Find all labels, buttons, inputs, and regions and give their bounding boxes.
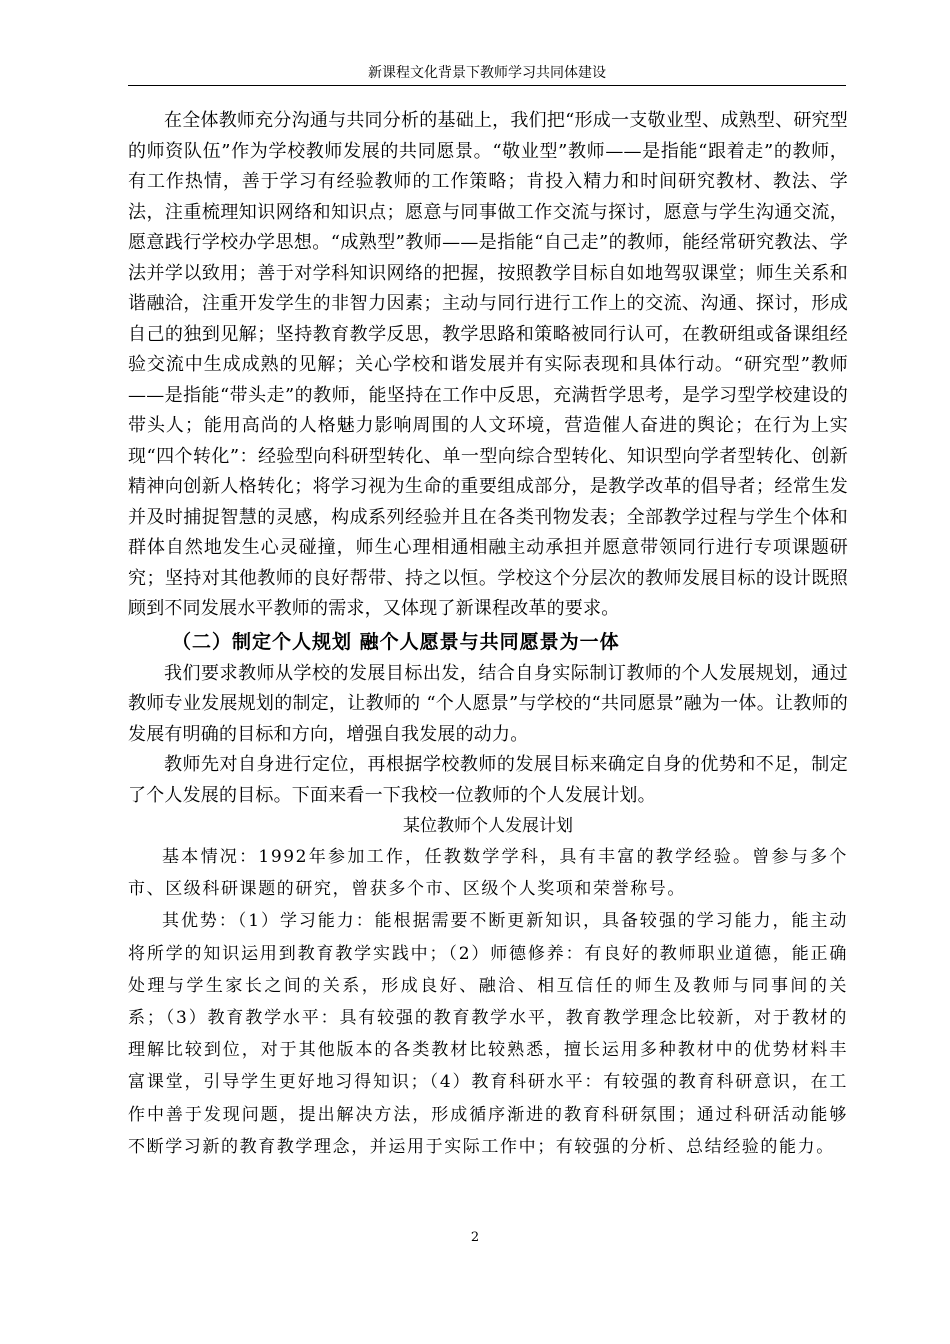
section-subheading: （二）制定个人规划 融个人愿景与共同愿景为一体 (172, 630, 620, 653)
header-rule (128, 85, 846, 86)
paragraph-personal-plan-requirement: 我们要求教师从学校的发展目标出发，结合自身实际制订教师的个人发展规划，通过教师专业发展规划的制定，让教师的 “个人愿景”与学校的“共同愿景”融为一体。让教师的发展有明确的目标和方向，增强自我发展的动力。 (128, 662, 848, 745)
paragraph-shared-vision: 在全体教师充分沟通与共同分析的基础上，我们把“形成一支敬业型、成熟型、研究型的师资队伍”作为学校教师发展的共同愿景。“敬业型”教师——是指能“跟着走”的教师，有工作热情，善于学习有经验教师的工作策略；肯投入精力和时间研究教材、教法、学法，注重梳理知识网络和知识点；愿意与同事做工作交流与探讨，愿意与学生沟通交流，愿意践行学校办学思想。“成熟型”教师——是指能“自己走”的教师，能经常研究教法、学法并学以致用；善于对学科知识网络的把握，按照教学目标自如地驾驭课堂；师生关系和谐融洽，注重开发学生的非智力因素；主动与同行进行工作上的交流、沟通、探讨，形成自己的独到见解；坚持教育教学反思，教学思路和策略被同行认可，在教研组或备课组经验交流中生成成熟的见解；关心学校和谐发展并有实际表现和具体行动。“研究型”教师——是指能“带头走”的教师，能坚持在工作中反思，充满哲学思考，是学习型学校建设的带头人；能用高尚的人格魅力影响周围的人文环境，营造催人奋进的舆论；在行为上实现“四个转化”：经验型向科研型转化、单一型向综合型转化、知识型向学者型转化、创新精神向创新人格转化；将学习视为生命的重要组成部分，是教学改革的倡导者；经常生发并及时捕捉智慧的灵感，构成系列经验并且在各类刊物发表；全部教学过程与学生个体和群体自然地发生心灵碰撞，师生心理相通相融主动承担并愿意带领同行进行专项课题研究；坚持对其他教师的良好帮带、持之以恒。学校这个分层次的教师发展目标的设计既照顾到不同发展水平教师的需求，又体现了新课程改革的要求。 (128, 110, 848, 619)
page-number: 2 (470, 1230, 480, 1245)
running-header: 新课程文化背景下教师学习共同体建设 (368, 65, 606, 81)
plan-title: 某位教师个人发展计划 (403, 816, 573, 836)
paragraph-self-positioning: 教师先对自身进行定位，再根据学校教师的发展目标来确定自身的优势和不足，制定了个人发展的目标。下面来看一下我校一位教师的个人发展计划。 (128, 754, 848, 806)
plan-strengths: 其优势：（1）学习能力：能根据需要不断更新知识，具备较强的学习能力，能主动将所学的知识运用到教育教学实践中；（2）师德修养：有良好的教师职业道德，能正确处理与学生家长之间的关系，形成良好、融洽、相互信任的师生及教师与同事间的关系；（3）教育教学水平：具有较强的教育教学水平，教育教学理念比较新，对于教材的理解比较到位，对于其他版本的各类教材比较熟悉，擅长运用多种教材中的优势材料丰富课堂，引导学生更好地习得知识；（4）教育科研水平：有较强的教育科研意识，在工作中善于发现问题，提出解决方法，形成循序渐进的教育科研氛围；通过科研活动能够不断学习新的教育教学理念，并运用于实际工作中；有较强的分析、总结经验的能力。 (128, 911, 848, 1157)
plan-basic-info: 基本情况：1992年参加工作，任教数学学科，具有丰富的教学经验。曾参与多个市、区级科研课题的研究，曾获多个市、区级个人奖项和荣誉称号。 (128, 847, 848, 900)
page-body (128, 106, 848, 1163)
